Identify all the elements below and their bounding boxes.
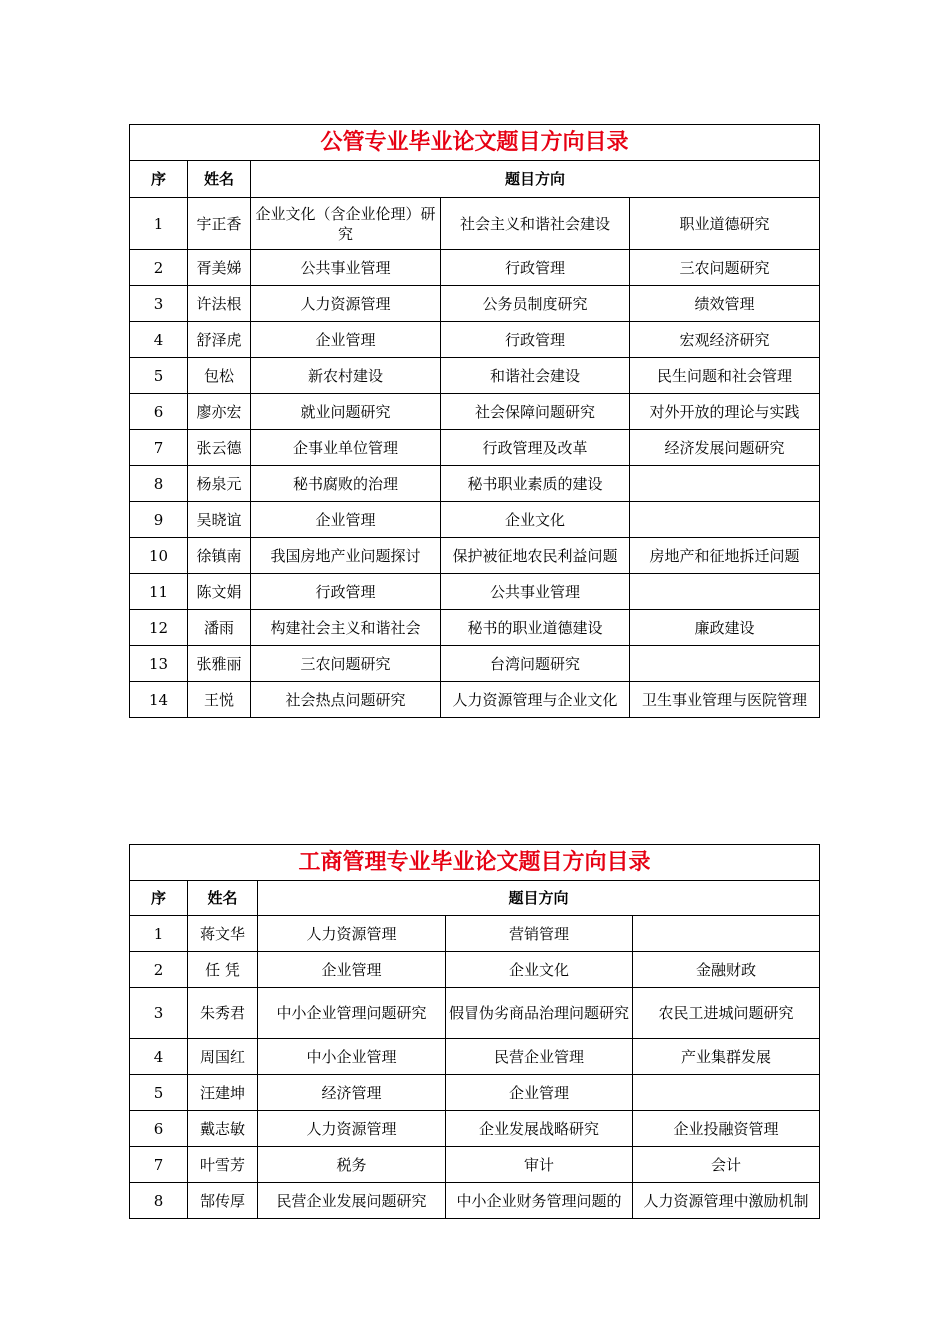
cell-no: 4 (130, 1039, 188, 1075)
cell-name: 叶雪芳 (188, 1147, 258, 1183)
table-header-row (130, 881, 820, 916)
cell-name: 张云德 (188, 430, 251, 466)
cell-topic-1: 经济管理 (258, 1075, 446, 1111)
cell-no: 9 (130, 502, 188, 538)
cell-topic-3: 金融财政 (633, 952, 820, 988)
cell-no: 2 (130, 250, 188, 286)
header-no: 序 (130, 161, 188, 198)
cell-topic-1: 人力资源管理 (258, 1111, 446, 1147)
cell-topic-1: 税务 (258, 1147, 446, 1183)
cell-topic-2: 秘书职业素质的建设 (441, 466, 630, 502)
cell-topic-2: 企业管理 (446, 1075, 633, 1111)
cell-topic-3: 会计 (633, 1147, 820, 1183)
cell-topic-3: 经济发展问题研究 (630, 430, 820, 466)
cell-topic-1: 企业管理 (258, 952, 446, 988)
cell-topic-2: 人力资源管理与企业文化 (441, 682, 630, 718)
gongshang-table-body (130, 845, 820, 1219)
gongguan-topics-table (129, 124, 820, 718)
header-topics: 题目方向 (251, 161, 820, 198)
table-row (130, 1147, 820, 1183)
cell-no: 7 (130, 430, 188, 466)
cell-name: 汪建坤 (188, 1075, 258, 1111)
cell-no: 11 (130, 574, 188, 610)
cell-topic-3: 企业投融资管理 (633, 1111, 820, 1147)
header-topics: 题目方向 (258, 881, 820, 916)
cell-topic-3: 三农问题研究 (630, 250, 820, 286)
cell-no: 7 (130, 1147, 188, 1183)
cell-topic-3 (630, 502, 820, 538)
table-row (130, 1075, 820, 1111)
table-row (130, 916, 820, 952)
cell-topic-1: 民营企业发展问题研究 (258, 1183, 446, 1219)
cell-topic-3 (630, 646, 820, 682)
cell-name: 包松 (188, 358, 251, 394)
cell-topic-3 (630, 466, 820, 502)
table-row (130, 250, 820, 286)
cell-no: 5 (130, 358, 188, 394)
cell-topic-2: 民营企业管理 (446, 1039, 633, 1075)
table-row (130, 538, 820, 574)
table-row (130, 394, 820, 430)
cell-topic-3: 人力资源管理中激励机制 (633, 1183, 820, 1219)
table-row (130, 466, 820, 502)
table-row (130, 1183, 820, 1219)
table-title-row (130, 845, 820, 881)
table-row (130, 322, 820, 358)
cell-topic-1: 企业文化（含企业伦理）研究 (251, 198, 441, 250)
table-title: 工商管理专业毕业论文题目方向目录 (130, 845, 820, 881)
cell-topic-1: 企业管理 (251, 322, 441, 358)
cell-topic-1: 公共事业管理 (251, 250, 441, 286)
cell-topic-2: 假冒伪劣商品治理问题研究 (446, 988, 633, 1039)
cell-topic-1: 秘书腐败的治理 (251, 466, 441, 502)
cell-topic-2: 企业文化 (446, 952, 633, 988)
gongshang-topics-table (129, 844, 820, 1219)
cell-topic-1: 构建社会主义和谐社会 (251, 610, 441, 646)
cell-topic-2: 台湾问题研究 (441, 646, 630, 682)
table-row (130, 1039, 820, 1075)
table-row (130, 198, 820, 250)
cell-no: 8 (130, 1183, 188, 1219)
table-title: 公管专业毕业论文题目方向目录 (130, 125, 820, 161)
cell-no: 14 (130, 682, 188, 718)
gongguan-table-body (130, 125, 820, 718)
cell-no: 3 (130, 988, 188, 1039)
cell-topic-1: 人力资源管理 (251, 286, 441, 322)
table-row (130, 430, 820, 466)
cell-topic-3: 职业道德研究 (630, 198, 820, 250)
cell-topic-3: 民生问题和社会管理 (630, 358, 820, 394)
cell-no: 1 (130, 198, 188, 250)
cell-no: 12 (130, 610, 188, 646)
cell-no: 4 (130, 322, 188, 358)
cell-topic-3: 廉政建设 (630, 610, 820, 646)
cell-topic-2: 公务员制度研究 (441, 286, 630, 322)
cell-topic-1: 企业管理 (251, 502, 441, 538)
cell-topic-3 (633, 916, 820, 952)
header-name: 姓名 (188, 161, 251, 198)
cell-topic-2: 行政管理 (441, 322, 630, 358)
table-row (130, 646, 820, 682)
cell-topic-1: 企事业单位管理 (251, 430, 441, 466)
cell-no: 5 (130, 1075, 188, 1111)
table-row (130, 952, 820, 988)
cell-topic-1: 人力资源管理 (258, 916, 446, 952)
cell-topic-2: 营销管理 (446, 916, 633, 952)
cell-topic-3 (630, 574, 820, 610)
table-row (130, 574, 820, 610)
cell-no: 13 (130, 646, 188, 682)
cell-topic-2: 社会主义和谐社会建设 (441, 198, 630, 250)
cell-topic-2: 秘书的职业道德建设 (441, 610, 630, 646)
cell-topic-3: 对外开放的理论与实践 (630, 394, 820, 430)
table-row (130, 1111, 820, 1147)
cell-name: 吴晓谊 (188, 502, 251, 538)
cell-topic-3 (633, 1075, 820, 1111)
cell-topic-1: 三农问题研究 (251, 646, 441, 682)
cell-topic-2: 行政管理及改革 (441, 430, 630, 466)
table-row (130, 502, 820, 538)
header-name: 姓名 (188, 881, 258, 916)
cell-no: 2 (130, 952, 188, 988)
header-no: 序 (130, 881, 188, 916)
cell-no: 3 (130, 286, 188, 322)
cell-topic-3: 卫生事业管理与医院管理 (630, 682, 820, 718)
cell-name: 舒泽虎 (188, 322, 251, 358)
cell-topic-2: 中小企业财务管理问题的 (446, 1183, 633, 1219)
cell-topic-2: 企业发展战略研究 (446, 1111, 633, 1147)
cell-topic-3: 房地产和征地拆迁问题 (630, 538, 820, 574)
cell-no: 1 (130, 916, 188, 952)
cell-topic-3: 绩效管理 (630, 286, 820, 322)
cell-name: 王悦 (188, 682, 251, 718)
cell-name: 戴志敏 (188, 1111, 258, 1147)
cell-topic-2: 行政管理 (441, 250, 630, 286)
cell-topic-1: 中小企业管理问题研究 (258, 988, 446, 1039)
cell-topic-1: 就业问题研究 (251, 394, 441, 430)
cell-name: 陈文娟 (188, 574, 251, 610)
cell-name: 宇正香 (188, 198, 251, 250)
cell-name: 蒋文华 (188, 916, 258, 952)
cell-no: 6 (130, 1111, 188, 1147)
cell-no: 6 (130, 394, 188, 430)
table-row (130, 682, 820, 718)
table-row (130, 358, 820, 394)
cell-topic-1: 我国房地产业问题探讨 (251, 538, 441, 574)
table-row (130, 286, 820, 322)
cell-name: 潘雨 (188, 610, 251, 646)
cell-topic-1: 行政管理 (251, 574, 441, 610)
cell-name: 朱秀君 (188, 988, 258, 1039)
cell-name: 徐镇南 (188, 538, 251, 574)
cell-topic-1: 社会热点问题研究 (251, 682, 441, 718)
cell-topic-2: 社会保障问题研究 (441, 394, 630, 430)
cell-topic-2: 公共事业管理 (441, 574, 630, 610)
cell-name: 张雅丽 (188, 646, 251, 682)
cell-name: 廖亦宏 (188, 394, 251, 430)
table-title-row (130, 125, 820, 161)
table-row (130, 988, 820, 1039)
cell-topic-1: 中小企业管理 (258, 1039, 446, 1075)
cell-name: 郜传厚 (188, 1183, 258, 1219)
cell-no: 8 (130, 466, 188, 502)
cell-topic-2: 企业文化 (441, 502, 630, 538)
cell-name: 许法根 (188, 286, 251, 322)
cell-name: 周国红 (188, 1039, 258, 1075)
cell-topic-2: 保护被征地农民利益问题 (441, 538, 630, 574)
cell-topic-3: 产业集群发展 (633, 1039, 820, 1075)
cell-topic-2: 审计 (446, 1147, 633, 1183)
cell-topic-3: 宏观经济研究 (630, 322, 820, 358)
cell-topic-3: 农民工进城问题研究 (633, 988, 820, 1039)
cell-name: 杨泉元 (188, 466, 251, 502)
cell-name: 任 凭 (188, 952, 258, 988)
cell-no: 10 (130, 538, 188, 574)
cell-topic-1: 新农村建设 (251, 358, 441, 394)
cell-name: 胥美娣 (188, 250, 251, 286)
table-row (130, 610, 820, 646)
cell-topic-2: 和谐社会建设 (441, 358, 630, 394)
table-header-row (130, 161, 820, 198)
